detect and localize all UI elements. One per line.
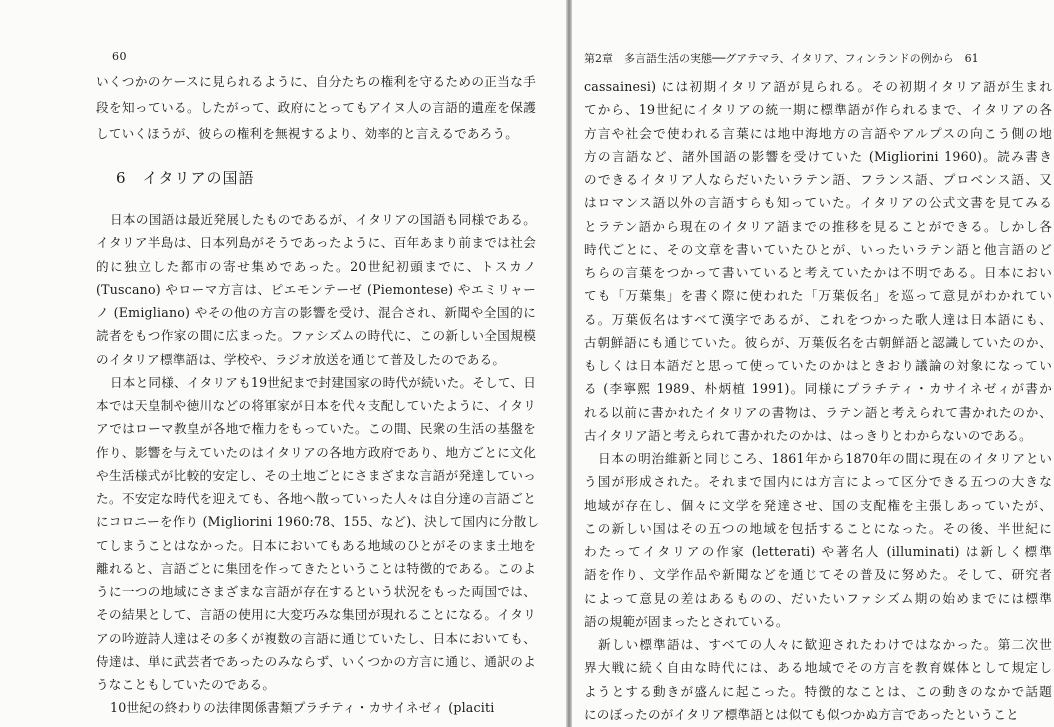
text-line: うなこともしていたのである。	[96, 677, 276, 692]
text-line: 新しい標準語は、すべての人々に歓迎されたわけではなかった。第二次世	[598, 637, 1052, 652]
text-line: る。万葉仮名はすべて漢字であるが、これをつかった歌人達は日本語にも、	[584, 311, 1052, 327]
text-line: 語を作り、文学作品や新聞などを通じてその普及に努めた。そして、研究者	[584, 567, 1052, 583]
text-line: によって意見の差はあるものの、だいたいファシズム期の始めまでには標準	[584, 590, 1052, 606]
text-line: その結果として、言語の使用に大変巧みな集団が現れることになる。イタリ	[96, 607, 536, 623]
text-line: にのぼったのがイタリア標準語とは似ても似つかぬ方言であったということ	[584, 706, 1019, 722]
text-line: 方の言語など、諸外国語の影響を受けていた (Migliorini 1960)。読み書き	[584, 148, 1052, 164]
text-line: ても「万葉集」を書く際に使われた「万葉仮名」を巡って意見がわかれてい	[584, 288, 1052, 304]
text-line: 10世紀の終わりの法律関係書類プラチティ・カサイネゼィ (placiti	[110, 700, 495, 716]
text-line: 侍達は、単に武芸者であったのみならず、いくつかの方言に通じ、通訳のよ	[96, 653, 536, 669]
section-heading: 6 イタリアの国語	[116, 169, 255, 187]
text-line: アではローマ教皇が各地で権力をもっていた。この間、民衆の生活の基盤を	[96, 421, 536, 437]
text-line: る (李寧熙 1989、朴炳植 1991)。同様にプラチティ・カサイネゼィが書か	[584, 381, 1052, 397]
text-line: アの吟遊詩人達はその多くが複数の言語に通じていたし、日本においても、	[96, 630, 536, 646]
text-line: 段を知っている。したがって、政府にとってもアイヌ人の言語的遺産を保護	[96, 100, 536, 116]
text-line: イタリア半島は、日本列島がそうであったように、百年あまり前までは社会	[96, 235, 536, 251]
text-line: 読者をもつ作家の間に広まった。ファシズムの時代に、この新しい全国規模	[96, 328, 536, 344]
text-line: た。不安定な時代を迎えても、各地へ散っていった人々は自分達の言語ごと	[96, 491, 536, 506]
text-line: れる以前に書かれたイタリアの書物は、ラテン語と考えられて書かれたのか、	[584, 404, 1052, 420]
text-line: う国が形成された。それまで国内には方言によって区分できる五つの大きな	[584, 474, 1052, 490]
text-line: ようとする動きが盛んに起こった。特徴的なことは、この動きのなかで話題	[584, 683, 1052, 699]
running-head: 第2章 多言語生活の実態──グアテマラ、イタリア、フィンランドの例から 61	[584, 52, 979, 65]
text-line: 地域が存在し、個々に文学を発達させ、国の支配権を主張しあっていたが、	[584, 497, 1052, 513]
text-line: cassainesi) には初期イタリア語が見られる。その初期イタリア語が生まれ	[584, 79, 1052, 94]
text-line: ちらの言葉をつかって書いていると考えていたかは不明である。日本におい	[584, 265, 1052, 280]
text-line: もしくは日本語だと思って使っていたのかはときおり議論の対象になってい	[584, 358, 1052, 373]
text-line: 方言や社会で使われる言葉には地中海地方の言語やアルプスの向こう側の地	[584, 125, 1052, 141]
text-line: 日本の国語は最近発展したものであるが、イタリアの国語も同様である。	[110, 212, 536, 227]
text-line: (Tuscano) やローマ方言は、ピエモンテーゼ (Piemontese) やエミリャー	[96, 281, 536, 297]
right-page	[572, 0, 1054, 727]
text-line: 離れると、言語ごとに集団を作ってきたということは特徴的である。このよ	[96, 560, 536, 576]
text-line: はロマンス語以外の言語すらも知っていた。イタリアの公式文書を見てみる	[584, 195, 1052, 211]
text-line: や生活様式が比較的安定し、その土地ごとにさまざまな言語が発達していっ	[96, 467, 536, 483]
text-line: てから、19世紀にイタリアの統一期に標準語が作られるまで、イタリアの各	[584, 102, 1052, 118]
text-line: していくほうが、彼らの権利を無視するより、効率的と言えるであろう。	[96, 126, 519, 142]
text-line: てしまうことはなかった。日本においてもある地域のひとがそのまま土地を	[96, 537, 536, 553]
text-line: 時代ごとに、その文章を書いていたひとが、いったいラテン語と他言語のど	[584, 241, 1052, 257]
text-line: とラテン語から現在のイタリア語までの推移を見ることができる。しかし各	[584, 218, 1052, 234]
text-line: この新しい国はその五つの地域を包括することになった。その後、半世紀に	[584, 520, 1052, 536]
text-line: 古イタリア語と考えられて書かれたのかは、はっきりとわからないのである。	[584, 427, 1032, 443]
text-line: のできるイタリア人ならだいたいラテン語、フランス語、プロベンス語、又	[584, 172, 1052, 187]
text-line: わたってイタリアの作家 (letterati) や著名人 (illuminati) は新しく標準	[584, 544, 1052, 559]
text-line: 的に独立した都市の寄せ集めであった。20世紀初頭までに、トスカノ	[96, 258, 536, 274]
text-line: 古朝鮮語にも通じていた。彼らが、万葉仮名を古朝鮮語と認識していたのか、	[584, 334, 1052, 350]
page-number-left: 60	[112, 50, 127, 63]
text-line: いくつかのケースに見られるように、自分たちの権利を守るための正当な手	[96, 74, 536, 89]
text-line: うに一つの地域にさまざまな言語が存在するという状況をもった両国では、	[96, 584, 536, 599]
text-line: 日本の明治維新と同じころ、1861年から1870年の間に現在のイタリアとい	[598, 451, 1052, 466]
text-line: にコロニーを作り (Migliorini 1960:78、155、など)、決して国内に分散し	[96, 514, 540, 530]
text-line: のイタリア標準語は、学校や、ラジオ放送を通じて普及したのである。	[96, 351, 506, 367]
text-line: 語の規範が固まったとされている。	[584, 613, 789, 629]
text-line: 本では天皇制や徳川などの将軍家が日本を代々支配していたように、イタリ	[96, 398, 536, 413]
text-line: 日本と同様、イタリアも19世紀まで封建国家の時代が続いた。そして、日	[110, 374, 536, 390]
text-line: 界大戦に続く自由な時代には、ある地域でその方言を教育媒体として規定し	[584, 660, 1052, 676]
text-line: 作り、影響を与えていたのはイタリアの各地方政府であり、地方ごとに文化	[96, 444, 536, 460]
text-line: ノ (Emigliano) やその他の方言の影響を受け、混合され、新聞や全国的に	[96, 305, 536, 320]
